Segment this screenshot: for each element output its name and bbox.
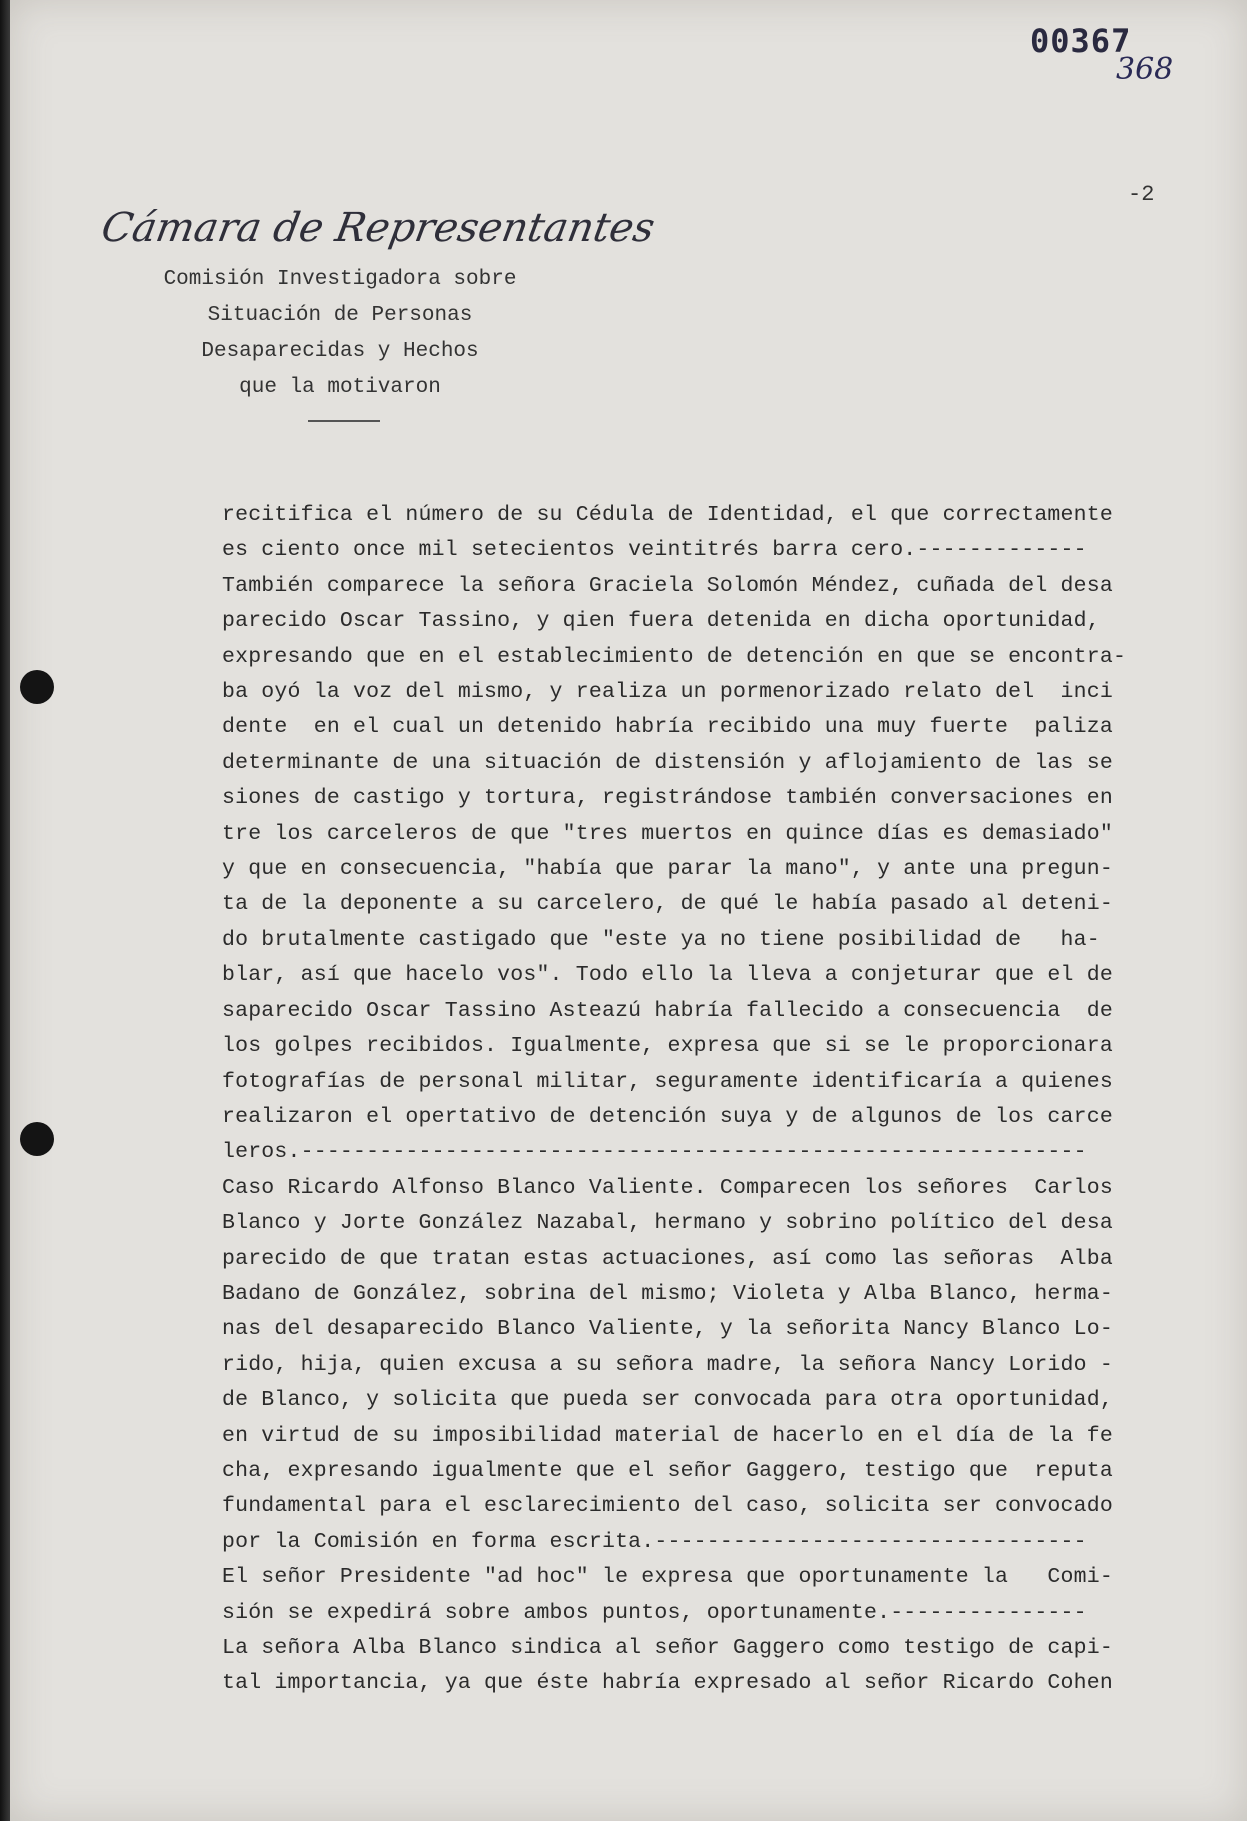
body-line: do brutalmente castigado que "este ya no tiene posibilidad de ha-: [222, 927, 1100, 952]
body-line: en virtud de su imposibilidad material de hacerlo en el día de la fe: [222, 1423, 1113, 1448]
page-number: -2: [1128, 182, 1155, 207]
body-line: de Blanco, y solicita que pueda ser convocada para otra oportunidad,: [222, 1388, 1113, 1413]
body-line: y que en consecuencia, "había que parar la mano", y ante una pregun-: [222, 857, 1113, 882]
document-body: [222, 498, 1202, 1702]
body-line: fundamental para el esclarecimiento del caso, solicita ser convocado: [222, 1494, 1113, 1519]
punch-hole-upper: [20, 670, 54, 704]
body-line: rido, hija, quien excusa a su señora madre, la señora Nancy Lorido -: [222, 1352, 1113, 1377]
body-line: recitifica el número de su Cédula de Identidad, el que correctamente: [222, 503, 1113, 527]
body-line: Badano de González, sobrina del mismo; Violeta y Alba Blanco, herma-: [222, 1281, 1113, 1306]
body-line: saparecido Oscar Tassino Asteazú habría fallecido a consecuencia de: [222, 998, 1113, 1023]
letterhead-rule: [308, 420, 380, 422]
body-line: dente en el cual un detenido habría recibido una muy fuerte paliza: [222, 715, 1113, 740]
body-line: ba oyó la voz del mismo, y realiza un pormenorizado relato del inci: [222, 680, 1113, 705]
handwritten-folio-number: 368: [1116, 52, 1174, 87]
body-line: ta de la deponente a su carcelero, de qué le había pasado al deteni-: [222, 892, 1113, 917]
body-line: nas del desaparecido Blanco Valiente, y la señorita Nancy Blanco Lo-: [222, 1317, 1113, 1342]
body-line: es ciento once mil setecientos veintitrés barra cero.-------------: [222, 538, 1087, 563]
body-line: También comparece la señora Graciela Solomón Méndez, cuñada del desa: [222, 573, 1113, 598]
body-line: La señora Alba Blanco sindica al señor Gaggero como testigo de capi-: [222, 1636, 1113, 1660]
body-line: parecido de que tratan estas actuaciones, así como las señoras Alba: [222, 1246, 1113, 1271]
body-line: Blanco y Jorte González Nazabal, hermano y sobrino político del desa: [222, 1211, 1113, 1236]
letterhead-line: Situación de Personas: [207, 304, 473, 327]
letterhead-line: Desaparecidas y Hechos: [201, 340, 479, 363]
body-line: blar, así que hacelo vos". Todo ello la lleva a conjeturar que el de: [222, 963, 1113, 988]
letterhead-subtitle: [80, 262, 600, 406]
body-line: realizaron el opertativo de detención suya y de algunos de los carce: [222, 1104, 1113, 1129]
body-line: tal importancia, ya que éste habría expresado al señor Ricardo Cohen: [222, 1671, 1113, 1696]
letterhead-title: Cámara de Representantes: [97, 205, 659, 251]
scan-left-edge: [0, 0, 10, 1821]
punch-hole-lower: [20, 1122, 54, 1156]
body-line: tre los carceleros de que "tres muertos en quince días es demasiado": [222, 821, 1113, 846]
body-line: leros.------------------------------------------------------------: [222, 1140, 1087, 1165]
body-line: determinante de una situación de distensión y aflojamiento de las se: [222, 750, 1113, 775]
document-number: 00367: [1030, 22, 1132, 60]
body-line: Caso Ricardo Alfonso Blanco Valiente. Comparecen los señores Carlos: [222, 1175, 1113, 1200]
letterhead-line: que la motivaron: [239, 376, 441, 399]
body-line: siones de castigo y tortura, registrándose también conversaciones en: [222, 786, 1113, 811]
body-line: El señor Presidente "ad hoc" le expresa que oportunamente la Comi-: [222, 1565, 1113, 1590]
letterhead-line: Comisión Investigadora sobre: [163, 268, 517, 291]
body-line: cha, expresando igualmente que el señor Gaggero, testigo que reputa: [222, 1458, 1113, 1483]
body-line: parecido Oscar Tassino, y qien fuera detenida en dicha oportunidad,: [222, 609, 1100, 634]
body-line: sión se expedirá sobre ambos puntos, oportunamente.---------------: [222, 1600, 1087, 1625]
body-line: los golpes recibidos. Igualmente, expresa que si se le proporcionara: [222, 1034, 1113, 1059]
body-line: expresando que en el establecimiento de detención en que se encontra-: [222, 644, 1127, 669]
body-line: fotografías de personal militar, seguramente identificaría a quienes: [222, 1069, 1113, 1094]
document-page: [10, 0, 1247, 1821]
body-line: por la Comisión en forma escrita.---------------------------------: [222, 1529, 1087, 1554]
